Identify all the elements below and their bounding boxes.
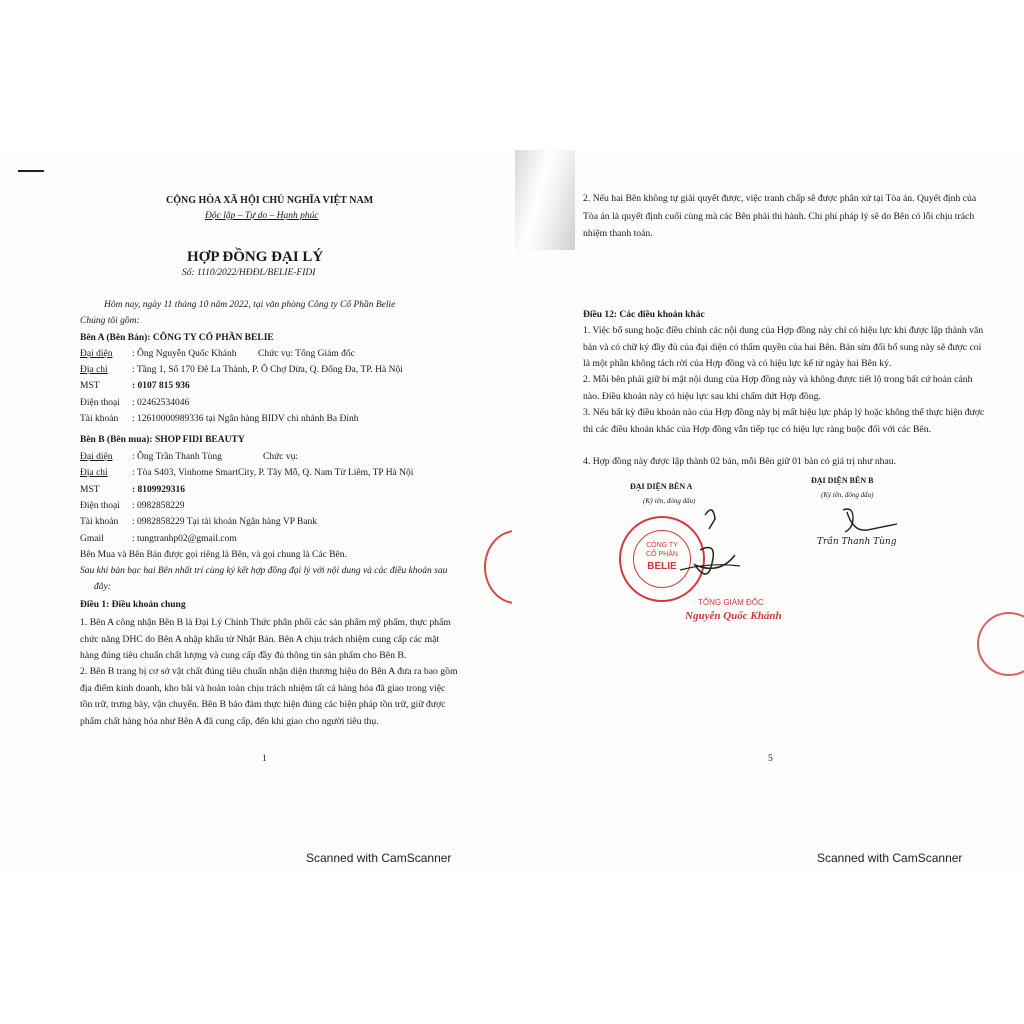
party-b-gmail-row [80,534,237,544]
article-1-paragraph-2: 2. Bên B trang bị cơ sở vật chất đúng tiêu chuẩn nhận diện thương hiệu do Bên A đưa ra bao gồm địa điểm kinh doanh, kho bãi và hoàn toàn chịu trách nhiệm tất cả hàng hóa đã giao trong việc tồn trữ, trưng bày, vận chuyển. Bên B bảo đảm thực hiện đúng các biện pháp tồn trữ, giữ được phẩm chất hàng hóa như Bên A đã cung cấp, đến khi giao cho người tiêu thụ. [80,666,458,727]
stamp-line-2: CỔ PHẦN [646,551,678,558]
rep-b-title: ĐẠI DIỆN BÊN B [811,476,874,485]
stamp-line-3: BELIE [647,561,677,572]
value: : tungtranhp02@gmail.com [132,534,237,544]
party-b-tax-row [80,485,185,495]
article-12-paragraph-2: 2. Mỗi bên phải giữ bí mật nội dung của Hợp đồng này và không được tiết lộ trong bất cứ hoàn cảnh nào. Điều khoản này có hiệu lực sau khi chấm dứt Hợp đồng. [583,374,973,402]
motto: Độc lập – Tự do – Hạnh phúc [205,211,319,221]
director-title: TỔNG GIÁM ĐỐC [698,598,764,607]
party-a-address-row [80,365,403,375]
value: : 8109929316 [132,485,186,495]
article-12-paragraph-1: 1. Việc bổ sung hoặc điều chỉnh các nội dung của Hợp đồng này chỉ có hiệu lực khi được lập thành văn bản và có chữ ký đầy đủ của đại diện có thẩm quyền của hai Bên. Bản sửa đổi bổ sung này sẽ được coi là một phần không tách rời của Hợp đồng và có hiệu lực kể từ ngày hai Bên ký. [583,325,984,369]
stamp-edge [484,530,512,604]
party-a-tax-row [80,381,190,391]
intro-line-2: Chúng tôi gồm: [80,316,140,326]
label: Đại diện [80,349,113,359]
value: : Ông Trần Thanh Tùng [132,452,222,462]
label: Gmail [80,534,104,544]
article-1-paragraph-1: 1. Bên A công nhận Bên B là Đại Lý Chính Thức phân phối các sản phẩm mỹ phẩm, thực phẩm chức năng DHC do Bên A nhập khẩu từ Nhật Bản. Bên A chịu trách nhiệm cung cấp các mặt hàng đúng tiêu chuẩn chất lượng và cung cấp đầy đủ thông tin sản phẩm cho Bên B. [80,617,451,661]
intro-line: Hôm nay, ngày 11 tháng 10 năm 2022, tại văn phòng Công ty Cổ Phần Belie [104,300,396,310]
page-number: 1 [262,754,267,764]
label: Địa chỉ [80,365,108,375]
contract-title: HỢP ĐỒNG ĐẠI LÝ [187,249,324,265]
label: Tài khoản [80,414,119,424]
value: : 12610000989336 tại Ngân hàng BIDV chi nhánh Ba Đình [132,414,359,424]
contract-number: Số: 1110/2022/HĐĐL/BELIE-FIDI [182,268,316,278]
stamp-line-1: CÔNG TY [646,542,678,549]
party-a-position: Chức vụ: Tổng Giám đốc [258,349,355,359]
director-name: Nguyễn Quốc Khánh [685,610,782,622]
value: : 0982858229 Tại tài khoản Ngân hàng VP Bank [132,517,318,527]
party-b-address-row [80,468,413,478]
label: MST [80,381,100,391]
value: : Tòa S403, Vinhome SmartCity, P. Tây Mỗ, Q. Nam Từ Liêm, TP Hà Nội [132,468,414,478]
dispute-paragraph: 2. Nếu hai Bên không tự giải quyết được, việc tranh chấp sẽ được phân xử tại Tòa án. Quyết định của Tòa án là quyết định cuối cùng mà các Bên phải thi hành. Chi phí pháp lý sẽ do Bên có lỗi chịu trách nhiệm thanh toán. [583,193,977,239]
label: Tài khoản [80,517,119,527]
signature-b [835,500,925,560]
agree-note-1: Sau khi bàn bạc hai Bên nhất trí cùng ký kết hợp đồng đại lý với nội dung và các điều khoản sau [80,566,448,576]
party-a-account-row [80,414,358,424]
article-12-paragraph-4: 4. Hợp đồng này được lập thành 02 bản, mỗi Bên giữ 01 bản có giá trị như nhau. [583,456,897,467]
stamp-edge [977,612,1024,676]
value: : 0982858229 [132,501,185,511]
agree-note-2: đây: [94,582,111,592]
camscanner-watermark: Scanned with CamScanner [817,851,963,865]
page-number: 5 [768,754,773,764]
scan-mark [18,170,44,172]
value: : 0107 815 936 [132,381,190,391]
article-12-title: Điều 12: Các điều khoản khác [583,310,705,320]
party-b-heading: Bên B (Bên mua): SHOP FIDI BEAUTY [80,435,245,445]
rep-a-sub: (Ký tên, đóng dấu) [643,497,696,505]
value: : Ông Nguyễn Quốc Khánh [132,349,237,359]
camscanner-watermark: Scanned with CamScanner [306,851,452,865]
contract-page-5 [515,150,1024,872]
signature-b-name: Trần Thanh Tùng [817,537,897,547]
country-header: CỘNG HÒA XÃ HỘI CHỦ NGHĨA VIỆT NAM [166,195,374,206]
label: Điện thoại [80,398,120,408]
parties-note: Bên Mua và Bên Bán được gọi riêng là Bên, và gọi chung là Các Bên. [80,550,347,560]
value: : 02462534046 [132,398,190,408]
label: Địa chỉ [80,468,108,478]
rep-b-sub: (Ký tên, đóng dấu) [821,491,874,499]
party-b-phone-row [80,501,185,511]
page-fold [515,150,575,250]
label: Điện thoại [80,501,120,511]
article-12-paragraph-3: 3. Nếu bất kỳ điều khoản nào của Hợp đồng này bị mất hiệu lực pháp lý hoặc không thể thực hiện được thì các điều khoản khác của Hợp đồng vẫn tiếp tục có hiệu lực ràng buộc đối với các Bên. [583,407,985,435]
article-1-title: Điều 1: Điều khoản chung [80,600,186,610]
signature-a [675,495,745,585]
value: : Tầng 1, Số 170 Đê La Thành, P. Ô Chợ Dừa, Q. Đống Đa, TP. Hà Nội [132,365,403,375]
party-b-account-row [80,517,317,527]
party-a-phone-row [80,398,189,408]
label: Đại diện [80,452,113,462]
label: MST [80,485,100,495]
party-a-heading: Bên A (Bên Bán): CÔNG TY CỔ PHẦN BELIE [80,333,274,343]
party-b-position: Chức vụ: [263,452,298,462]
contract-page-1 [0,150,512,872]
rep-a-title: ĐẠI DIỆN BÊN A [630,482,693,491]
party-a-rep-row [80,349,236,359]
party-b-rep-row [80,452,222,462]
